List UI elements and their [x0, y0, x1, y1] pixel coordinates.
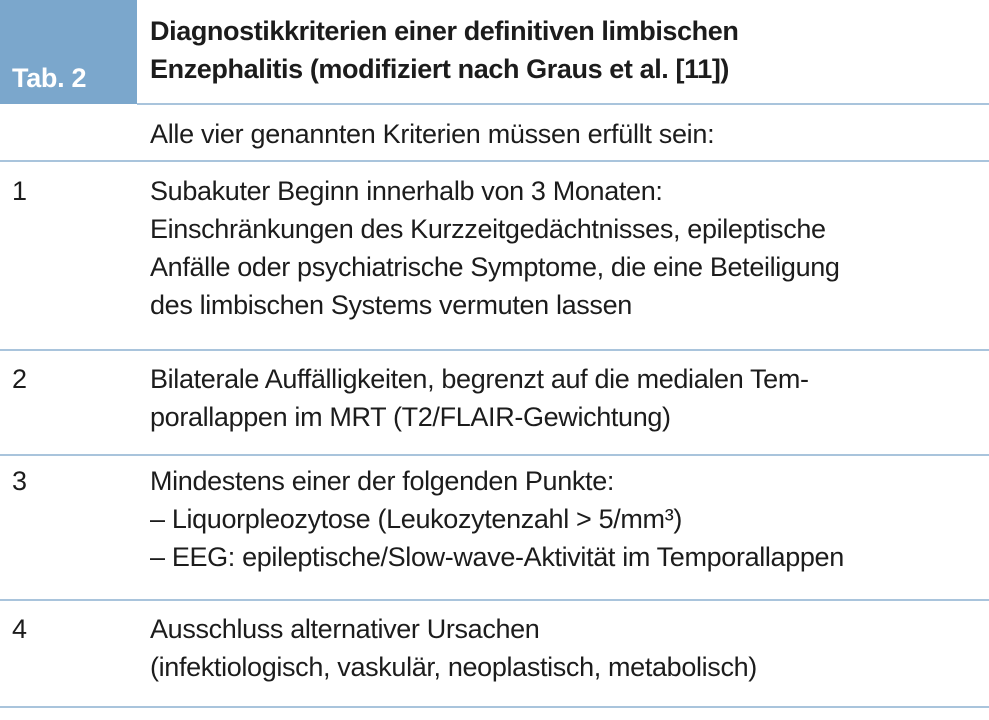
table-title-line: Enzephalitis (modifiziert nach Graus et al. [11]) [150, 54, 730, 84]
table-number-label: Tab. 2 [0, 0, 137, 104]
criterion-text [150, 172, 989, 324]
criterion-number: 4 [12, 614, 28, 644]
row-divider [0, 599, 989, 601]
criterion-line: Anfälle oder psychiatrische Symptome, die eine Beteiligung [150, 252, 840, 282]
table-title-line: Diagnostikkriterien einer definitiven limbischen [150, 16, 739, 46]
criterion-line: – Liquorpleozytose (Leukozytenzahl > 5/mm³) [150, 504, 682, 534]
header-divider [137, 103, 989, 105]
row-divider [0, 349, 989, 351]
criterion-line: porallappen im MRT (T2/FLAIR-Gewichtung) [150, 402, 671, 432]
criterion-line: des limbischen Systems vermuten lassen [150, 290, 632, 320]
criterion-line: Subakuter Beginn innerhalb von 3 Monaten: [150, 176, 663, 206]
table-bottom-rule [0, 706, 989, 708]
criterion-number: 3 [12, 466, 28, 496]
criterion-text [150, 360, 989, 436]
table-title [150, 12, 980, 88]
table-intro-text: Alle vier genannten Kriterien müssen erfüllt sein: [150, 119, 715, 149]
table-header [0, 0, 989, 104]
row-divider [0, 160, 989, 162]
criterion-line: – EEG: epileptische/Slow-wave-Aktivität im Temporallappen [150, 542, 844, 572]
criterion-number: 2 [12, 364, 28, 394]
criterion-number: 1 [12, 176, 28, 206]
criterion-text [150, 462, 989, 576]
criterion-line: Einschränkungen des Kurzzeitgedächtnisses, epileptische [150, 214, 826, 244]
criterion-line: Mindestens einer der folgenden Punkte: [150, 466, 615, 496]
row-divider [0, 454, 989, 456]
criterion-text [150, 610, 989, 686]
criterion-line: (infektiologisch, vaskulär, neoplastisch, metabolisch) [150, 652, 757, 682]
criterion-line: Bilaterale Auffälligkeiten, begrenzt auf die medialen Tem- [150, 364, 809, 394]
criterion-line: Ausschluss alternativer Ursachen [150, 614, 540, 644]
